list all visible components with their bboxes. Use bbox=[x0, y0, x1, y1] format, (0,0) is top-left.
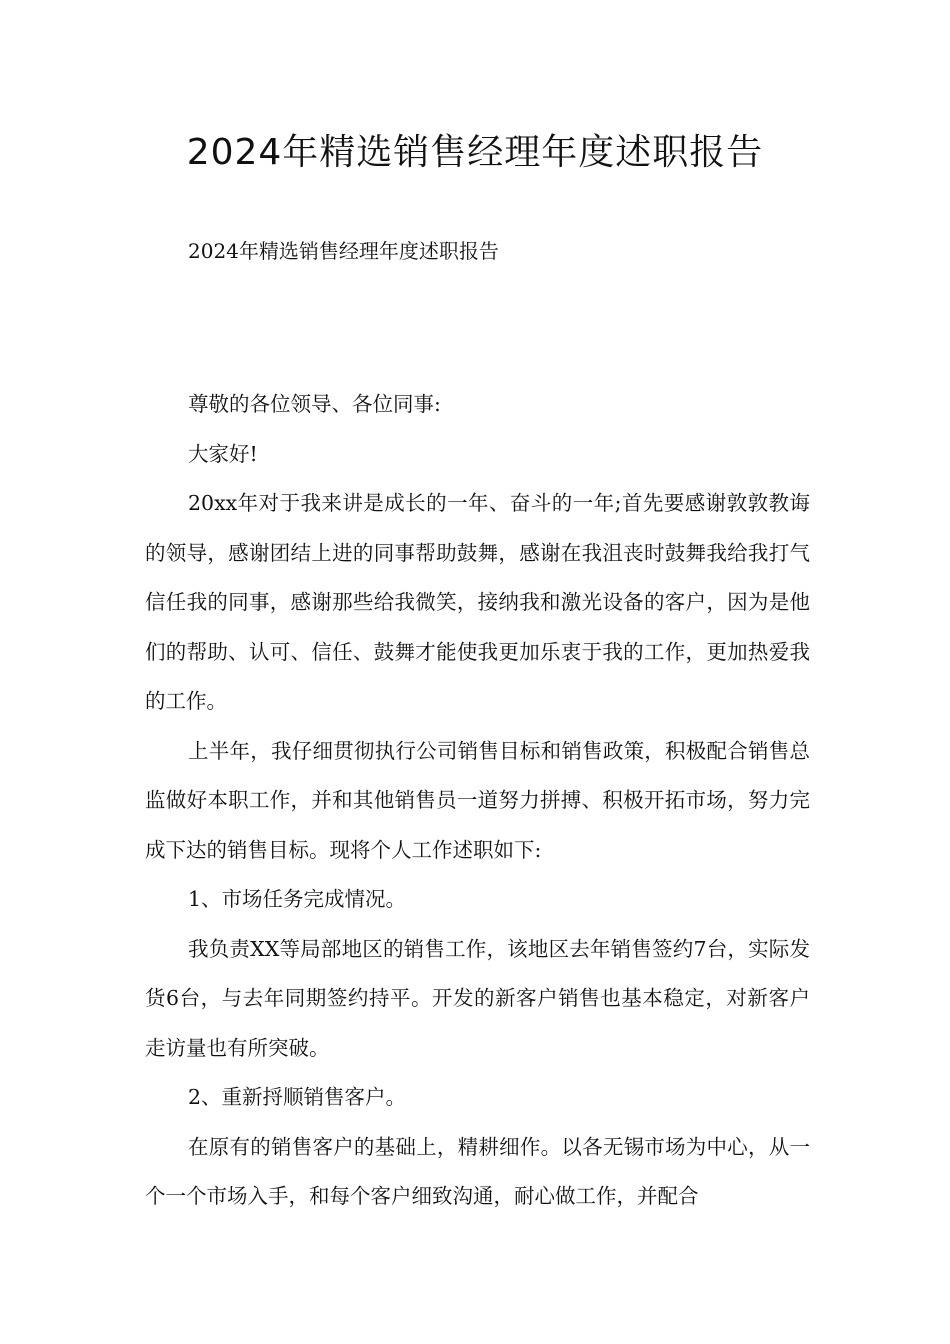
paragraph-customers: 在原有的销售客户的基础上，精耕细作。以各无锡市场为中心，从一个一个市场入手，和每个客户细致沟通，耐心做工作，并配合 bbox=[145, 1134, 810, 1208]
section-heading-2: 2、重新捋顺销售客户。 bbox=[188, 1085, 407, 1109]
salutation: 尊敬的各位领导、各位同事: bbox=[188, 392, 441, 416]
document-subtitle: 2024年精选销售经理年度述职报告 bbox=[188, 239, 499, 263]
document-body bbox=[145, 380, 810, 1222]
section-heading-1: 1、市场任务完成情况。 bbox=[188, 887, 407, 911]
paragraph-first-half: 上半年，我仔细贯彻执行公司销售目标和销售政策，积极配合销售总监做好本职工作，并和其他销售员一道努力拼搏、积极开拓市场，努力完成下达的销售目标。现将个人工作述职如下: bbox=[145, 738, 810, 862]
document-title: 2024年精选销售经理年度述职报告 bbox=[186, 132, 764, 173]
paragraph-market-task: 我负责XX等局部地区的销售工作，该地区去年销售签约7台，实际发货6台，与去年同期签约持平。开发的新客户销售也基本稳定，对新客户走访量也有所突破。 bbox=[145, 936, 810, 1060]
paragraph-thanks: 20xx年对于我来讲是成长的一年、奋斗的一年;首先要感谢敦敦教诲的领导，感谢团结上进的同事帮助鼓舞，感谢在我沮丧时鼓舞我给我打气信任我的同事，感谢那些给我微笑，接纳我和激光设备的客户，因为是他们的帮助、认可、信任、鼓舞才能使我更加乐衷于我的工作，更加热爱我的工作。 bbox=[145, 491, 810, 713]
greeting: 大家好! bbox=[188, 441, 258, 466]
